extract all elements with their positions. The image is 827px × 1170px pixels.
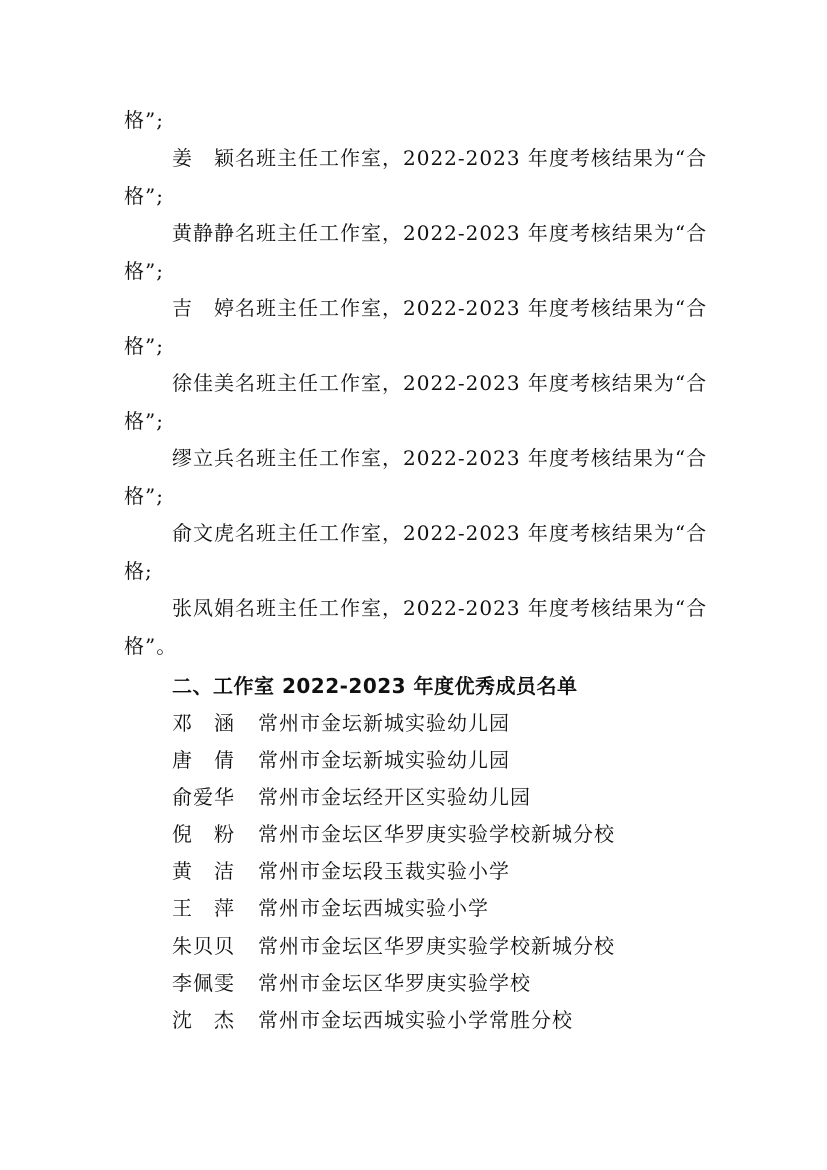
studio-leader-name: 姜 颖 — [172, 146, 235, 170]
member-school: 常州市金坛新城实验幼儿园 — [258, 711, 510, 735]
member-name: 俞爱华 — [172, 785, 235, 809]
result-text: 名班主任工作室，2022-2023 年度考核结果为“合 — [235, 446, 708, 470]
paragraph-continuation: 格”; — [124, 184, 164, 208]
studio-leader-name: 俞文虎 — [172, 521, 235, 545]
section-heading: 二、工作室 2022-2023 年度优秀成员名单 — [172, 674, 578, 698]
result-paragraph — [172, 369, 707, 397]
member-name: 邓 涵 — [172, 711, 235, 735]
member-name: 倪 粉 — [172, 822, 235, 846]
studio-leader-name: 缪立兵 — [172, 446, 235, 470]
studio-leader-name: 吉 婷 — [172, 296, 235, 320]
paragraph-continuation: 格”; — [124, 108, 164, 132]
paragraph-continuation: 格; — [124, 559, 153, 583]
result-text: 名班主任工作室，2022-2023 年度考核结果为“合 — [235, 521, 708, 545]
studio-leader-name: 黄静静 — [172, 221, 235, 245]
member-school: 常州市金坛区华罗庚实验学校 — [258, 971, 531, 995]
studio-leader-name: 徐佳美 — [172, 371, 235, 395]
member-school: 常州市金坛经开区实验幼儿园 — [258, 785, 531, 809]
result-text: 名班主任工作室，2022-2023 年度考核结果为“合 — [235, 221, 708, 245]
member-school: 常州市金坛段玉裁实验小学 — [258, 859, 510, 883]
member-name: 李佩雯 — [172, 971, 235, 995]
member-school: 常州市金坛区华罗庚实验学校新城分校 — [258, 822, 615, 846]
result-paragraph — [172, 519, 707, 547]
result-text: 名班主任工作室，2022-2023 年度考核结果为“合 — [235, 371, 708, 395]
result-text: 名班主任工作室，2022-2023 年度考核结果为“合 — [235, 596, 708, 620]
result-text: 名班主任工作室，2022-2023 年度考核结果为“合 — [235, 146, 708, 170]
member-school: 常州市金坛新城实验幼儿园 — [258, 748, 510, 772]
member-school: 常州市金坛西城实验小学 — [258, 896, 489, 920]
result-text: 名班主任工作室，2022-2023 年度考核结果为“合 — [235, 296, 708, 320]
result-paragraph — [172, 219, 707, 247]
paragraph-continuation: 格”; — [124, 409, 164, 433]
member-name: 唐 倩 — [172, 748, 235, 772]
paragraph-continuation: 格”; — [124, 334, 164, 358]
paragraph-continuation: 格”; — [124, 259, 164, 283]
result-paragraph — [172, 444, 707, 472]
result-paragraph — [172, 144, 707, 172]
member-name: 沈 杰 — [172, 1008, 235, 1032]
member-name: 黄 洁 — [172, 859, 235, 883]
member-name: 朱贝贝 — [172, 934, 235, 958]
studio-leader-name: 张凤娟 — [172, 596, 235, 620]
member-school: 常州市金坛西城实验小学常胜分校 — [258, 1008, 573, 1032]
member-name: 王 萍 — [172, 896, 235, 920]
result-paragraph — [172, 294, 707, 322]
member-school: 常州市金坛区华罗庚实验学校新城分校 — [258, 934, 615, 958]
result-paragraph — [172, 594, 707, 622]
paragraph-continuation: 格”; — [124, 484, 164, 508]
paragraph-continuation: 格”。 — [124, 634, 178, 658]
